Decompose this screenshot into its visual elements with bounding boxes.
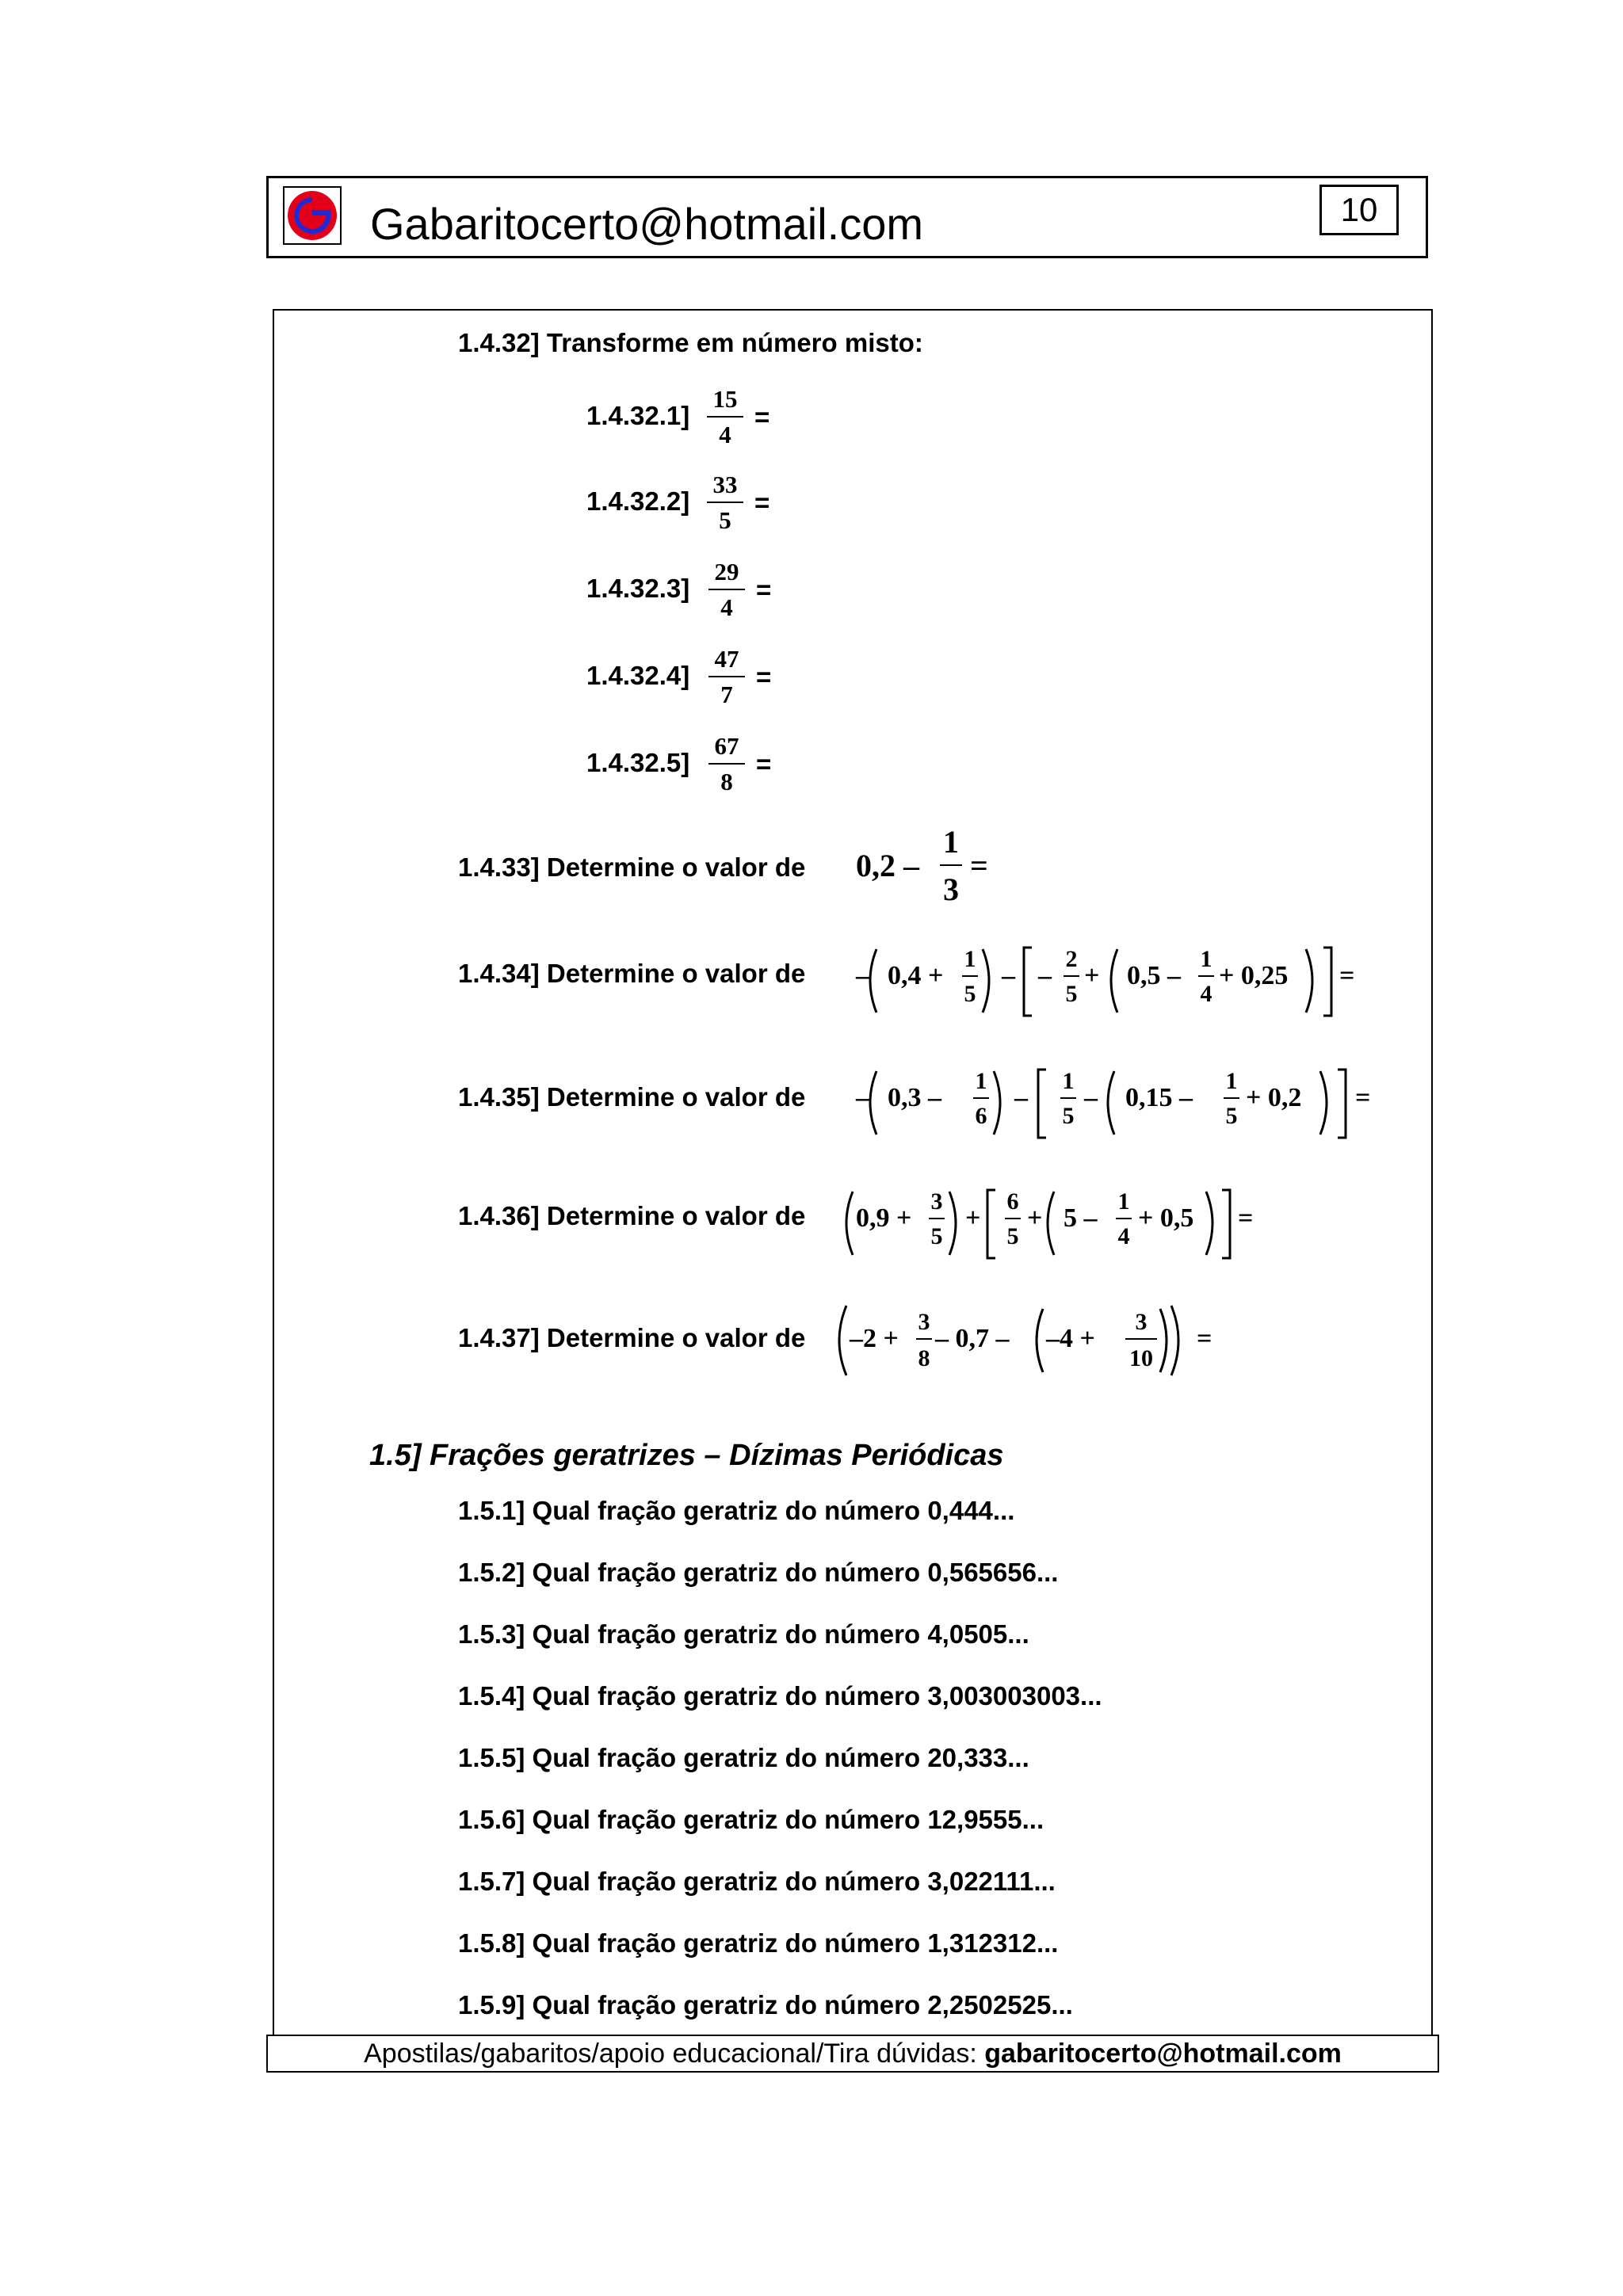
svg-text:1: 1 bbox=[975, 1068, 987, 1094]
svg-text:5: 5 bbox=[1062, 1103, 1075, 1129]
svg-text:1: 1 bbox=[1200, 946, 1212, 972]
list-item: 1.5.7] Qual fração geratriz do número 3,022111... bbox=[458, 1867, 1056, 1896]
svg-text:1: 1 bbox=[1117, 1188, 1130, 1215]
svg-text:–4 +: –4 + bbox=[1046, 1324, 1095, 1353]
item-label: 1.4.32.1] bbox=[586, 401, 690, 430]
list-item: 1.5.2] Qual fração geratriz do número 0,565656... bbox=[458, 1558, 1059, 1587]
svg-text:+: + bbox=[1084, 961, 1100, 990]
list-item: 1.5.5] Qual fração geratriz do número 20,333... bbox=[458, 1743, 1029, 1772]
fraction: $\frac{47}{7}$ bbox=[708, 646, 745, 707]
exercise-label: 1.4.37] Determine o valor de bbox=[458, 1323, 806, 1352]
svg-text:6: 6 bbox=[1006, 1188, 1019, 1215]
svg-text:–: – bbox=[1002, 961, 1015, 990]
svg-text:3: 3 bbox=[918, 1309, 930, 1335]
equals-sign: = bbox=[756, 749, 772, 779]
expression-1436 bbox=[837, 1187, 1265, 1274]
expression-1433 bbox=[856, 824, 1014, 911]
gabaritocerto-logo bbox=[283, 186, 342, 245]
equals-sign: = bbox=[754, 488, 770, 517]
svg-text:5: 5 bbox=[1225, 1103, 1238, 1129]
list-item: 1.5.9] Qual fração geratriz do número 2,2502525... bbox=[458, 1990, 1073, 2019]
expression-1434 bbox=[853, 944, 1376, 1032]
svg-text:10: 10 bbox=[1129, 1345, 1153, 1371]
svg-text:8: 8 bbox=[918, 1345, 930, 1371]
exercise-label: 1.4.34] Determine o valor de bbox=[458, 959, 806, 988]
svg-text:5: 5 bbox=[1065, 981, 1078, 1007]
exercise-label: 1.4.36] Determine o valor de bbox=[458, 1201, 806, 1230]
svg-text:–: – bbox=[856, 961, 869, 990]
svg-text:+ 0,25: + 0,25 bbox=[1219, 961, 1289, 990]
list-item: 1.5.3] Qual fração geratriz do número 4,0505... bbox=[458, 1619, 1029, 1649]
content-frame bbox=[273, 309, 1433, 2036]
svg-text:=: = bbox=[1355, 1083, 1371, 1112]
expression-1437 bbox=[829, 1302, 1225, 1390]
svg-text:=: = bbox=[1238, 1203, 1254, 1233]
svg-text:=: = bbox=[970, 848, 988, 883]
svg-text:5: 5 bbox=[930, 1223, 943, 1249]
svg-text:–: – bbox=[1038, 961, 1052, 990]
svg-text:– 0,7 –: – 0,7 – bbox=[935, 1324, 1010, 1353]
exercise-label: 1.4.33] Determine o valor de bbox=[458, 852, 806, 882]
svg-text:+: + bbox=[1027, 1203, 1043, 1233]
list-item: 1.5.4] Qual fração geratriz do número 3,003003003... bbox=[458, 1681, 1102, 1711]
svg-text:1: 1 bbox=[1225, 1068, 1238, 1094]
svg-text:1: 1 bbox=[1062, 1068, 1075, 1094]
svg-text:+ 0,5: + 0,5 bbox=[1138, 1203, 1194, 1233]
svg-text:1: 1 bbox=[943, 824, 959, 860]
exercise-title: 1.4.32] Transforme em número misto: bbox=[458, 328, 923, 357]
svg-text:=: = bbox=[1339, 961, 1355, 990]
list-item: 1.5.1] Qual fração geratriz do número 0,444... bbox=[458, 1496, 1015, 1525]
svg-text:5: 5 bbox=[1006, 1223, 1019, 1249]
fraction: $\frac{67}{8}$ bbox=[708, 734, 745, 794]
list-item: 1.5.8] Qual fração geratriz do número 1,312312... bbox=[458, 1928, 1059, 1958]
page-number: 10 bbox=[1319, 185, 1399, 235]
equals-sign: = bbox=[756, 662, 772, 692]
equals-sign: = bbox=[756, 575, 772, 605]
expression-1435 bbox=[853, 1066, 1392, 1154]
svg-text:+ 0,2: + 0,2 bbox=[1246, 1083, 1302, 1112]
svg-text:2: 2 bbox=[1065, 946, 1078, 972]
item-label: 1.4.32.4] bbox=[586, 661, 690, 690]
section-title: 1.5] Frações geratrizes – Dízimas Periódicas bbox=[369, 1439, 1004, 1472]
equals-sign: = bbox=[754, 402, 770, 432]
svg-text:3: 3 bbox=[930, 1188, 943, 1215]
item-label: 1.4.32.2] bbox=[586, 486, 690, 516]
svg-text:+: + bbox=[965, 1203, 981, 1233]
list-item: 1.5.6] Qual fração geratriz do número 12,9555... bbox=[458, 1805, 1044, 1834]
fraction: $\frac{29}{4}$ bbox=[708, 559, 745, 620]
svg-text:4: 4 bbox=[1117, 1223, 1130, 1249]
svg-text:5: 5 bbox=[964, 981, 976, 1007]
exercise-label: 1.4.35] Determine o valor de bbox=[458, 1082, 806, 1112]
svg-text:6: 6 bbox=[975, 1103, 987, 1129]
svg-text:4: 4 bbox=[1200, 981, 1212, 1007]
page-header bbox=[266, 176, 1428, 258]
header-email: Gabaritocerto@hotmail.com bbox=[370, 199, 924, 249]
svg-text:–: – bbox=[1014, 1083, 1028, 1112]
svg-text:0,3 –: 0,3 – bbox=[888, 1083, 941, 1112]
svg-text:0,5 –: 0,5 – bbox=[1127, 961, 1181, 990]
fraction: $\frac{33}{5}$ bbox=[707, 472, 743, 532]
svg-text:0,15 –: 0,15 – bbox=[1125, 1083, 1193, 1112]
svg-text:–2 +: –2 + bbox=[850, 1324, 899, 1353]
svg-text:0,9 +: 0,9 + bbox=[856, 1203, 912, 1233]
footer-text: Apostilas/gabaritos/apoio educacional/Tira dúvidas: bbox=[364, 2038, 977, 2069]
svg-text:5 –: 5 – bbox=[1064, 1203, 1098, 1233]
svg-text:0,2 –: 0,2 – bbox=[856, 848, 919, 883]
footer-email: gabaritocerto@hotmail.com bbox=[984, 2038, 1342, 2069]
svg-text:0,4 +: 0,4 + bbox=[888, 961, 944, 990]
svg-text:1: 1 bbox=[964, 946, 976, 972]
item-label: 1.4.32.5] bbox=[586, 748, 690, 777]
page-footer bbox=[266, 2035, 1439, 2073]
svg-text:3: 3 bbox=[943, 871, 959, 907]
fraction: $\frac{15}{4}$ bbox=[707, 387, 743, 447]
svg-text:=: = bbox=[1197, 1324, 1212, 1353]
svg-text:–: – bbox=[856, 1083, 869, 1112]
svg-text:3: 3 bbox=[1135, 1309, 1148, 1335]
item-label: 1.4.32.3] bbox=[586, 574, 690, 603]
svg-text:–: – bbox=[1084, 1083, 1098, 1112]
